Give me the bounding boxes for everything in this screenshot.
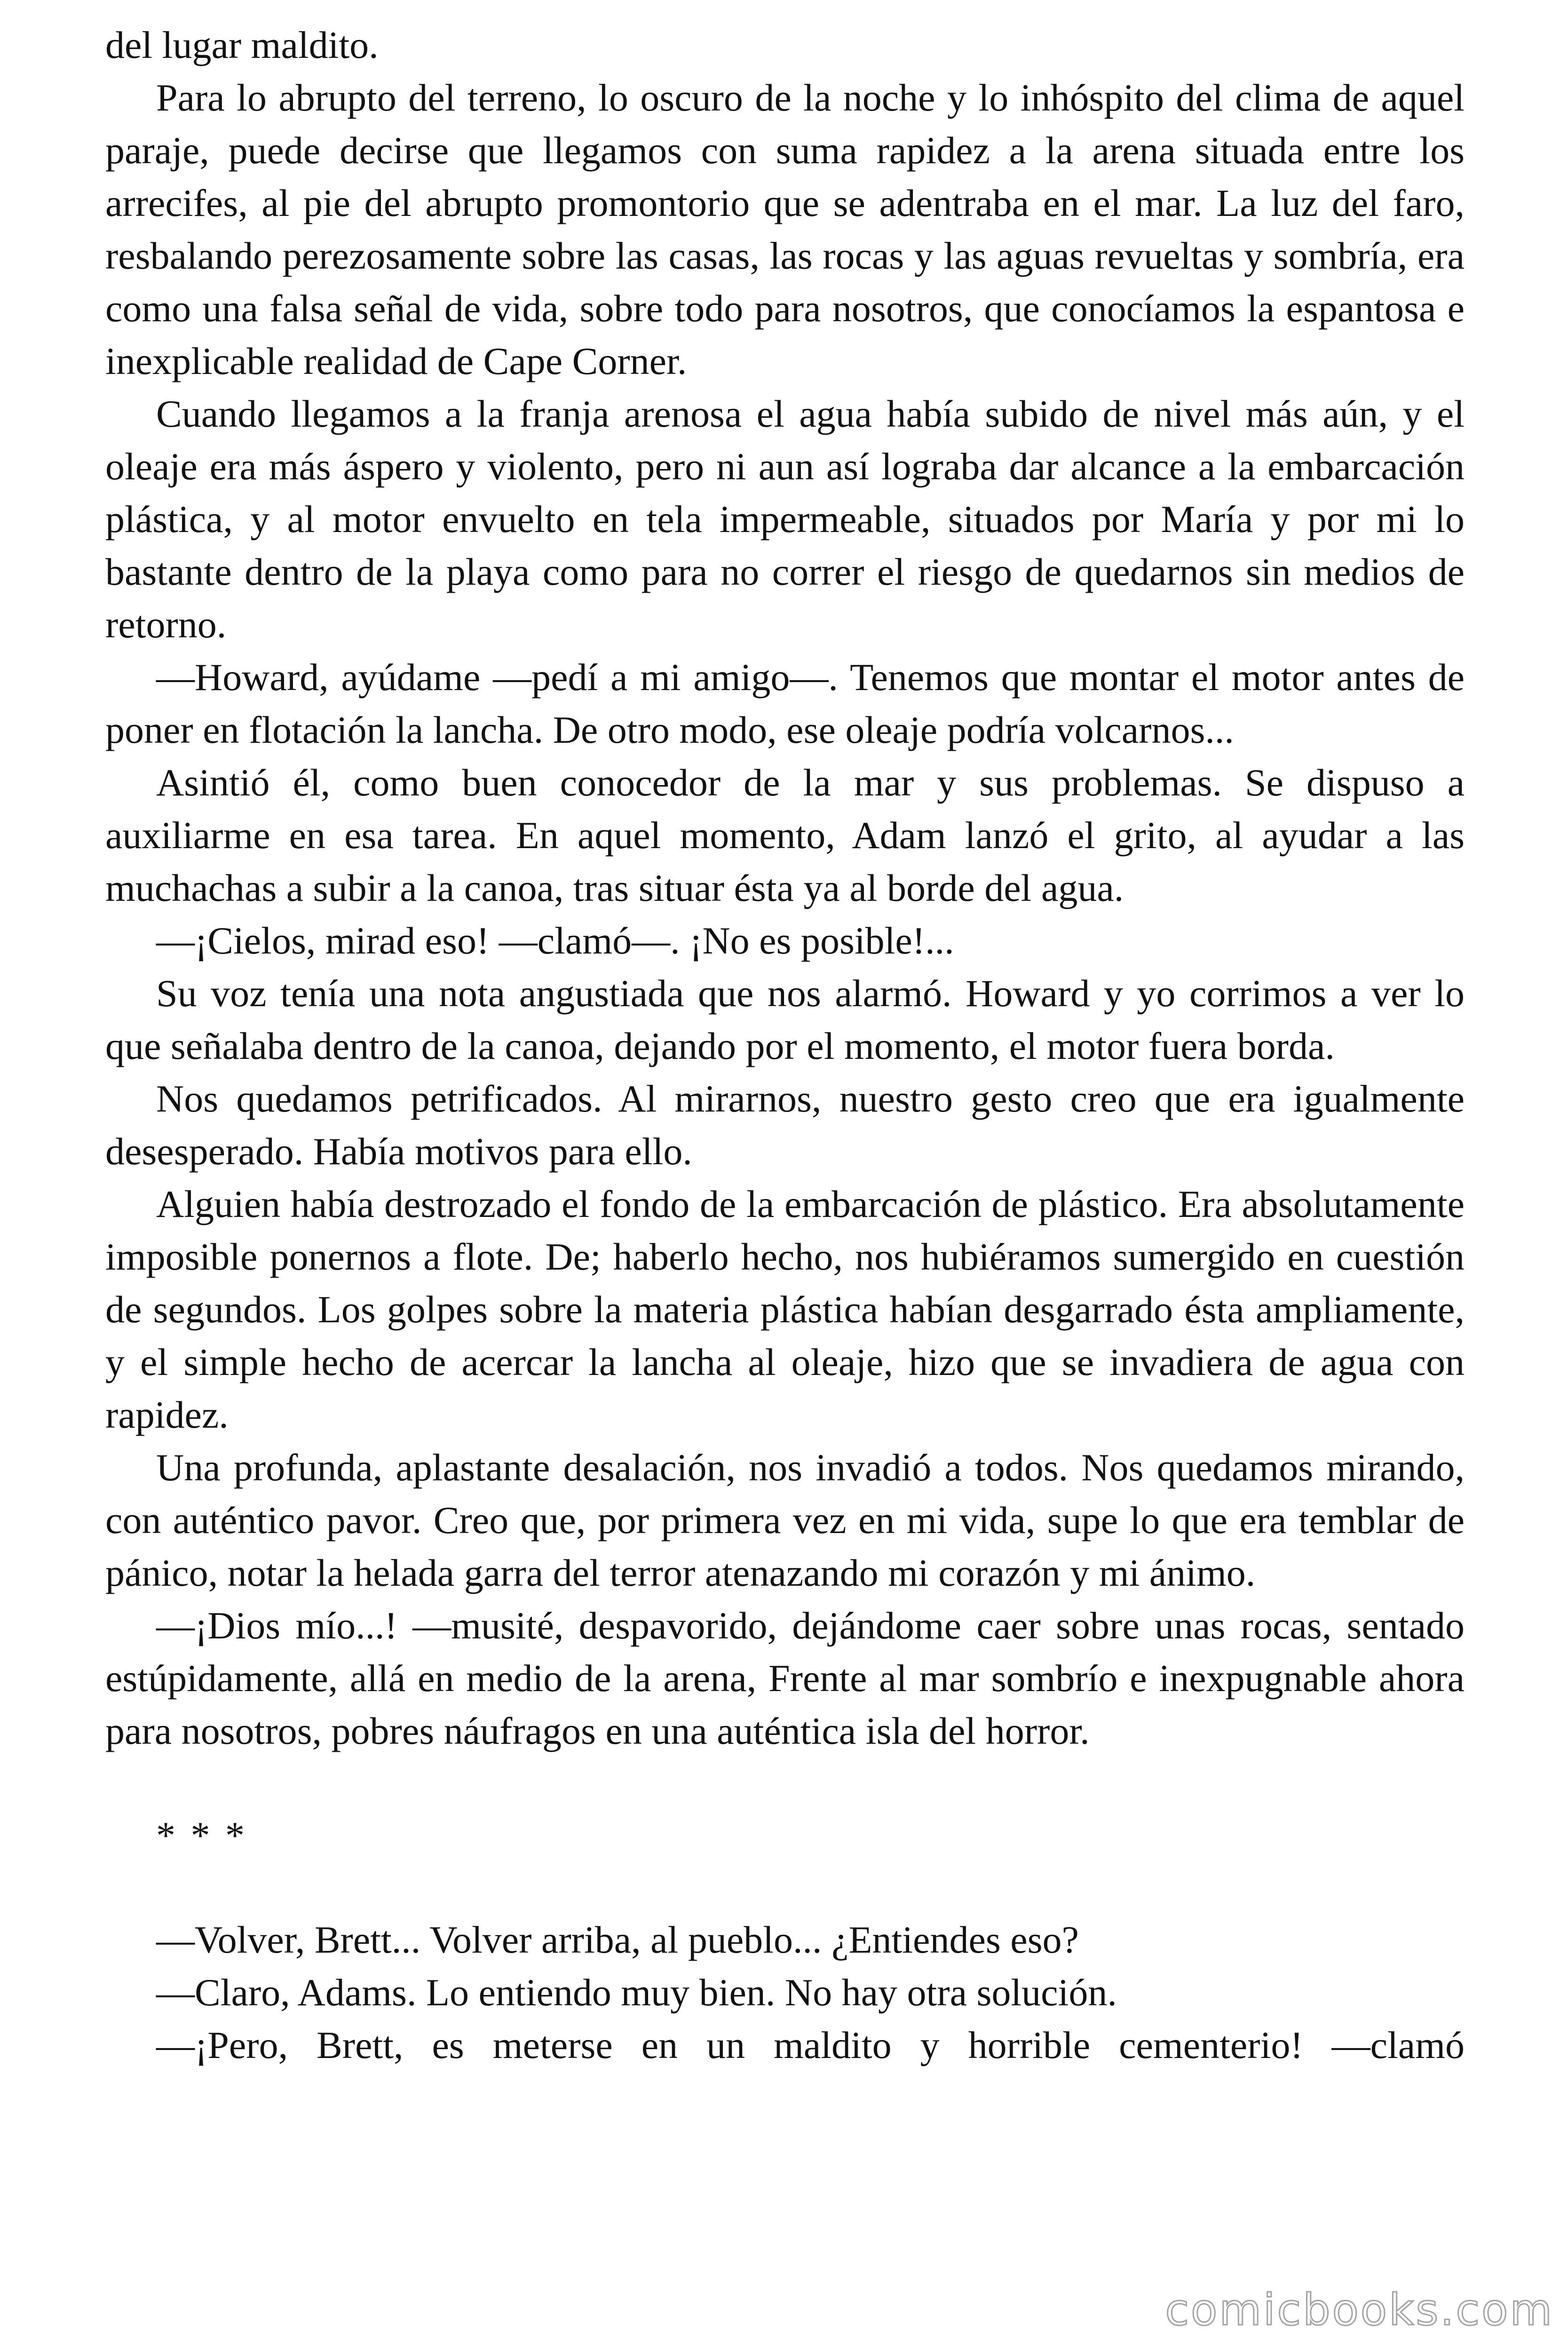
- paragraph: Alguien había destrozado el fondo de la embarcación de plástico. Era absolutamente imposible ponernos a flote. De; haberlo hecho, nos hubiéramos sumergido en cuestión de segundos. Los golpes sobre la materia plástica habían desgarrado ésta ampliamente, y el simple hecho de acercar la lancha al oleaje, hizo que se invadiera de agua con rapidez.: [105, 1183, 1465, 1436]
- dialogue-paragraph: —Volver, Brett... Volver arriba, al pueblo... ¿Entiendes eso?: [156, 1918, 1079, 1961]
- dialogue-paragraph: —¡Pero, Brett, es meterse en un maldito y horrible cementerio! —clamó: [156, 2024, 1465, 2066]
- paragraph: Una profunda, aplastante desalación, nos invadió a todos. Nos quedamos mirando, con auténtico pavor. Creo que, por primera vez en mi vida, supe lo que era temblar de pánico, notar la helada garra del terror atenazando mi corazón y mi ánimo.: [105, 1446, 1465, 1594]
- paragraph-continuation: del lugar maldito.: [105, 24, 379, 66]
- section-separator: * * *: [156, 1814, 247, 1857]
- watermark-logo: comicbooks.com: [1165, 2285, 1554, 2335]
- paragraph: Para lo abrupto del terreno, lo oscuro de la noche y lo inhóspito del clima de aquel paraje, puede decirse que llegamos con suma rapidez a la arena situada entre los arrecifes, al pie del abrupto promontorio que se adentraba en el mar. La luz del faro, resbalando perezosamente sobre las casas, las rocas y las aguas revueltas y sombría, era como una falsa señal de vida, sobre todo para nosotros, que conocíamos la espantosa e inexplicable realidad de Cape Corner.: [105, 76, 1465, 382]
- paragraph: Cuando llegamos a la franja arenosa el agua había subido de nivel más aún, y el oleaje era más áspero y violento, pero ni aun así lograba dar alcance a la embarcación plástica, y al motor envuelto en tela impermeable, situados por María y por mi lo bastante dentro de la playa como para no correr el riesgo de quedarnos sin medios de retorno.: [105, 392, 1465, 646]
- document-page: [105, 19, 1465, 2072]
- dialogue-paragraph: —¡Cielos, mirad eso! —clamó—. ¡No es posible!...: [156, 919, 954, 962]
- paragraph: Nos quedamos petrificados. Al mirarnos, nuestro gesto creo que era igualmente desesperado. Había motivos para ello.: [105, 1077, 1465, 1173]
- dialogue-paragraph: —Howard, ayúdame —pedí a mi amigo—. Tenemos que montar el motor antes de poner en flotación la lancha. De otro modo, ese oleaje podría volcarnos...: [105, 656, 1465, 751]
- dialogue-paragraph: —Claro, Adams. Lo entiendo muy bien. No hay otra solución.: [156, 1971, 1117, 2014]
- dialogue-paragraph: —¡Dios mío...! —musité, despavorido, dejándome caer sobre unas rocas, sentado estúpidamente, allá en medio de la arena, Frente al mar sombrío e inexpugnable ahora para nosotros, pobres náufragos en una auténtica isla del horror.: [105, 1604, 1465, 1752]
- paragraph: Asintió él, como buen conocedor de la mar y sus problemas. Se dispuso a auxiliarme en esa tarea. En aquel momento, Adam lanzó el grito, al ayudar a las muchachas a subir a la canoa, tras situar ésta ya al borde del agua.: [105, 761, 1465, 909]
- paragraph: Su voz tenía una nota angustiada que nos alarmó. Howard y yo corrimos a ver lo que señalaba dentro de la canoa, dejando por el momento, el motor fuera borda.: [105, 972, 1465, 1067]
